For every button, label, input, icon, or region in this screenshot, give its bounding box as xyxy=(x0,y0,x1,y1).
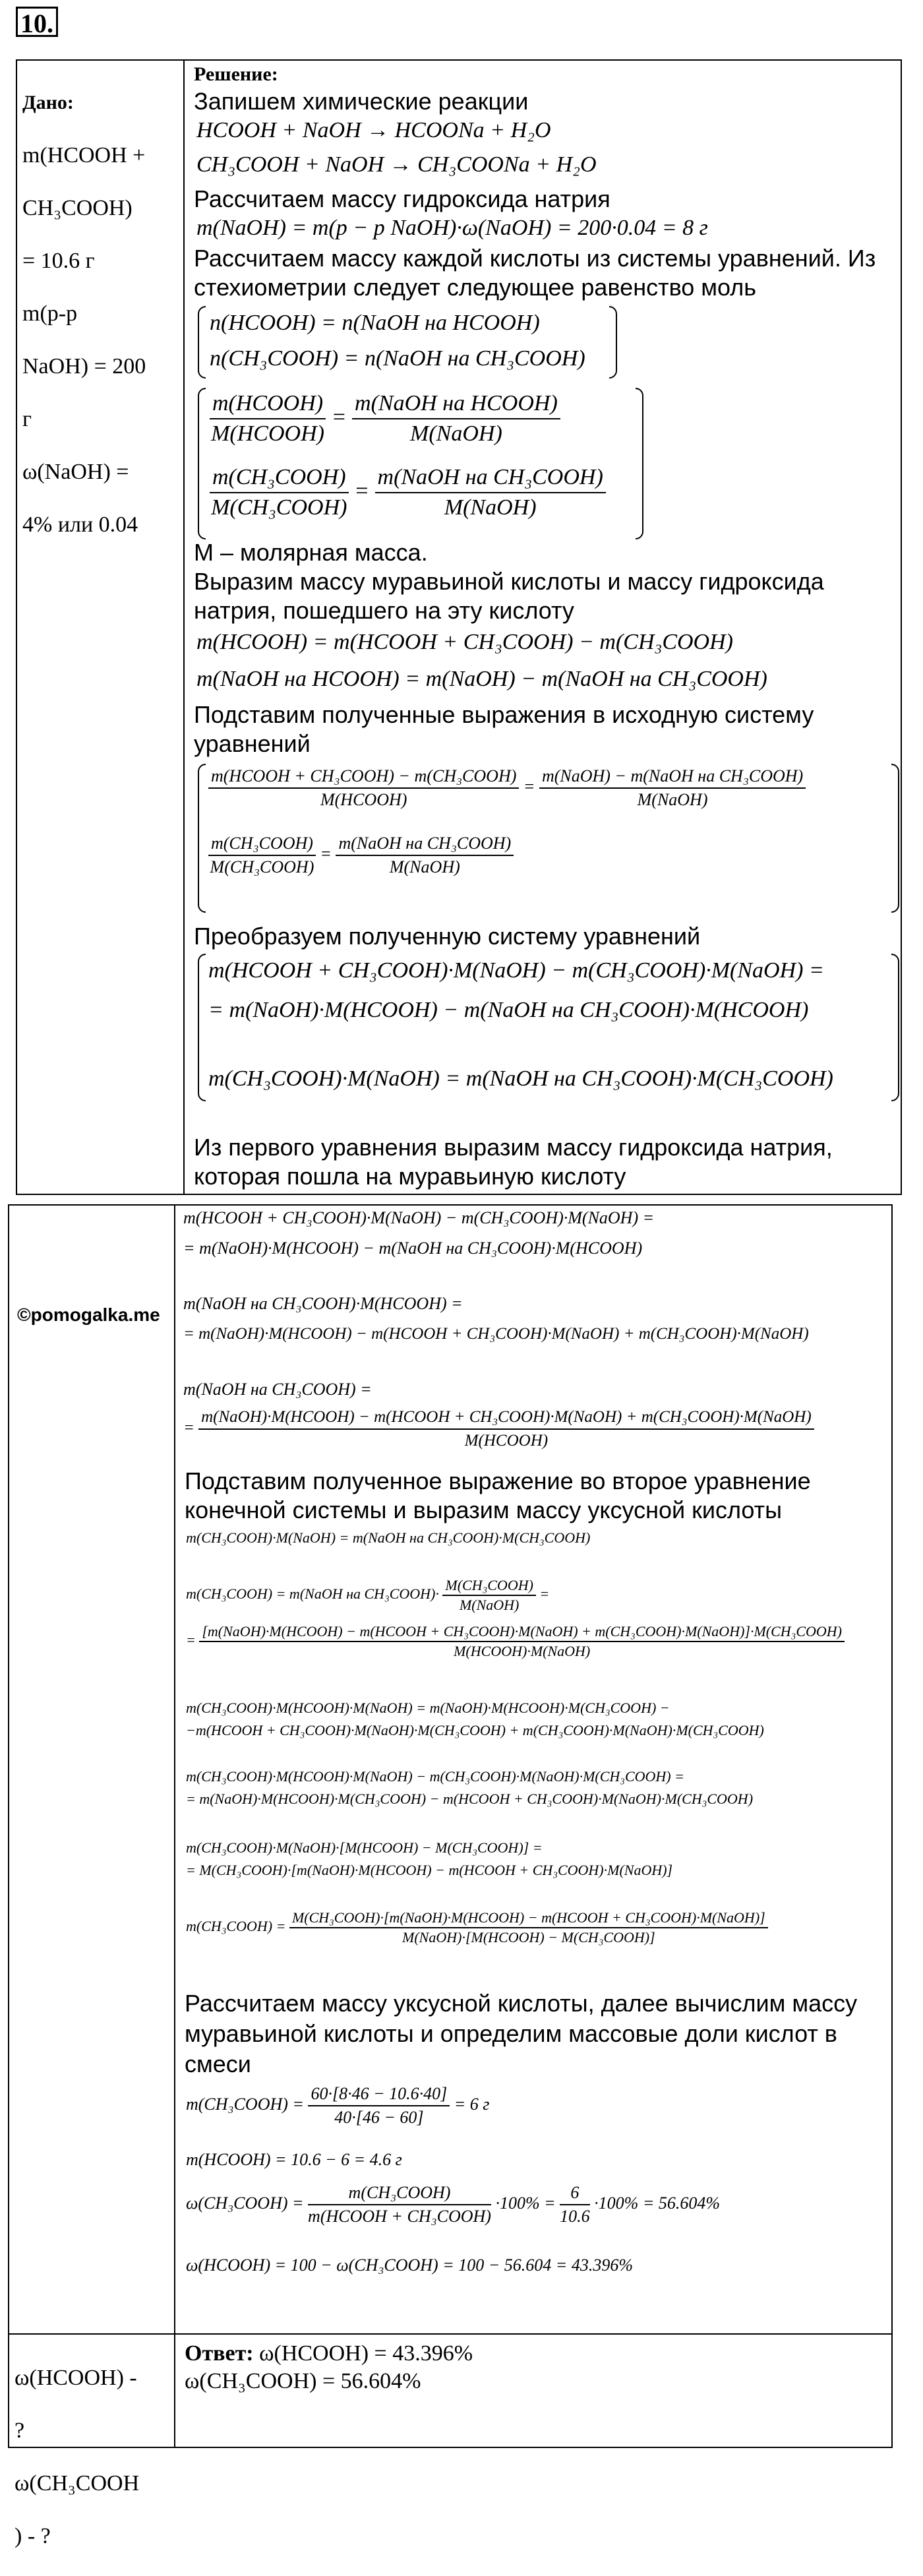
formula: m(NaOH) = m(р − р NaOH)·ω(NaOH) = 200·0.04 = 8 г xyxy=(196,216,708,240)
frac-den: M(NaOH)·[M(HCOOH) − M(CH₃COOH)] xyxy=(402,1929,655,1946)
frac-num: m(CH₃COOH) xyxy=(210,463,349,493)
solution-text: Рассчитаем массу уксусной кислоты, далее вычислим массу xyxy=(185,1990,858,2017)
table-divider xyxy=(174,1204,175,2448)
solution-text: стехиометрии следует следующее равенство моль xyxy=(194,274,757,301)
frac-den: M(HCOOH) xyxy=(211,421,324,446)
solution-heading: Решение: xyxy=(194,63,278,85)
given-heading: Дано: xyxy=(22,92,74,113)
given-line: 4% или 0.04 xyxy=(22,512,138,537)
system-brace xyxy=(636,388,643,539)
frac-num: m(NaOH) − m(NaOH на CH₃COOH) xyxy=(539,765,806,789)
system-brace xyxy=(198,764,206,913)
frac-num: m(CH₃COOH) xyxy=(208,832,316,856)
frac-num: M(CH₃COOH)·[m(NaOH)·M(HCOOH) − m(HCOOH + CH₃COOH)·M(NaOH)] xyxy=(289,1909,768,1928)
system-brace xyxy=(609,306,617,379)
frac-den: M(HCOOH)·M(NaOH) xyxy=(454,1643,591,1659)
formula: m(HCOOH + CH₃COOH)·M(NaOH) − m(CH₃COOH)·M(NaOH) = xyxy=(208,958,824,983)
frac-den: M(NaOH) xyxy=(444,495,537,520)
frac-num: m(HCOOH) xyxy=(210,389,326,419)
fraction-equation: $\frac{\text{m(HCOOH + CH₃COOH) − m(CH₃COOH)}}{\text{M(HCOOH)}}$ = $\frac{\text{m(NaOH) − m(NaOH на CH₃COOH)}}{\text{M(NaOH)}}$ xyxy=(208,765,806,811)
formula: m(NaOH на HCOOH) = m(NaOH) − m(NaOH на CH₃COOH) xyxy=(196,667,767,691)
system-brace xyxy=(891,954,899,1101)
fraction-equation: $\frac{\text{m(HCOOH)}}{\text{M(HCOOH)}}$ = $\frac{\text{m(NaOH на HCOOH)}}{\text{M(NaOH)}}$ xyxy=(210,389,560,448)
solution-text: уравнений xyxy=(194,730,311,757)
frac-num: m(CH₃COOH) xyxy=(308,2182,491,2205)
given-line: NaOH) = 200 xyxy=(22,354,146,379)
solution-text: смеси xyxy=(185,2050,251,2077)
system-brace xyxy=(198,388,206,539)
given-line: m(р-р xyxy=(22,301,78,326)
answer-label: Ответ: xyxy=(185,2341,254,2366)
solution-text: Рассчитаем массу каждой кислоты из системы уравнений. Из xyxy=(194,245,876,272)
solution-text: Из первого уравнения выразим массу гидроксида натрия, xyxy=(194,1134,833,1161)
formula: m(HCOOH) = 10.6 − 6 = 4.6 г xyxy=(186,2150,402,2169)
formula: m(HCOOH) = m(HCOOH + CH₃COOH) − m(CH₃COOH) xyxy=(196,630,733,654)
given-line: г xyxy=(22,407,32,431)
formula: m(HCOOH + CH₃COOH)·M(NaOH) − m(CH₃COOH)·M(NaOH) = xyxy=(183,1208,655,1227)
formula: −m(HCOOH + CH₃COOH)·M(NaOH)·M(CH₃COOH) + m(CH₃COOH)·M(NaOH)·M(CH₃COOH) xyxy=(186,1722,764,1738)
formula-mid: ·100% = xyxy=(495,2193,556,2213)
formula-left: m(CH₃COOH) = m(NaOH на CH₃COOH)· xyxy=(186,1585,439,1603)
fraction-equation xyxy=(186,1909,768,1947)
fraction-equation: $\frac{\text{m(CH₃COOH)}}{\text{M(CH₃COOH)}}$ = $\frac{\text{m(NaOH на CH₃COOH)}}{\text{M(NaOH)}}$ xyxy=(210,463,606,522)
formula: m(CH₃COOH)·M(HCOOH)·M(NaOH) = m(NaOH)·M(HCOOH)·M(CH₃COOH) − xyxy=(186,1700,670,1716)
solution-text: Рассчитаем массу гидроксида натрия xyxy=(194,185,610,212)
formula: m(CH₃COOH)·M(HCOOH)·M(NaOH) − m(CH₃COOH)·M(NaOH)·M(CH₃COOH) = xyxy=(186,1768,684,1785)
problem-number: 10. xyxy=(16,7,58,37)
formula-left: m(CH₃COOH) = xyxy=(186,1918,286,1935)
answer-line: ω(HCOOH) = 43.396% xyxy=(259,2341,473,2366)
solution-text: Подставим полученные выражения в исходную систему xyxy=(194,701,814,728)
solution-text: Запишем химические реакции xyxy=(194,88,529,115)
answer-block xyxy=(185,2340,473,2395)
frac-den: m(HCOOH + CH₃COOH) xyxy=(308,2207,491,2226)
find-line: ? xyxy=(15,2418,25,2443)
formula: m(CH₃COOH)·M(NaOH) = m(NaOH на CH₃COOH)·M(CH₃COOH) xyxy=(208,1066,833,1091)
system-brace xyxy=(198,954,206,1101)
fraction-equation: $\frac{\text{m(CH₃COOH)}}{\text{M(CH₃COOH)}}$ = $\frac{\text{m(NaOH на CH₃COOH)}}{\text{M(NaOH)}}$ xyxy=(208,832,514,878)
frac-num: m(NaOH)·M(HCOOH) − m(HCOOH + CH₃COOH)·M(NaOH) + m(CH₃COOH)·M(NaOH) xyxy=(198,1406,814,1430)
formula: ω(HCOOH) = 100 − ω(CH₃COOH) = 100 − 56.604 = 43.396% xyxy=(186,2255,634,2275)
find-block xyxy=(15,2339,170,2576)
solution-text: Выразим массу муравьиной кислоты и массу гидроксида xyxy=(194,568,824,595)
formula: = m(NaOH)·M(HCOOH) − m(HCOOH + CH₃COOH)·M(NaOH) + m(CH₃COOH)·M(NaOH) xyxy=(183,1325,809,1343)
formula: = M(CH₃COOH)·[m(NaOH)·M(HCOOH) − m(HCOOH + CH₃COOH)·M(NaOH)] xyxy=(186,1862,673,1878)
system-brace xyxy=(198,306,206,379)
formula-left: m(CH₃COOH) = xyxy=(186,2094,304,2114)
formula-right: ·100% = 56.604% xyxy=(594,2193,721,2213)
formula: = m(NaOH)·M(HCOOH) − m(NaOH на CH₃COOH)·M(HCOOH) xyxy=(183,1239,643,1258)
formula: n(CH₃COOH) = n(NaOH на CH₃COOH) xyxy=(210,346,585,371)
formula: = m(NaOH)·M(HCOOH)·M(CH₃COOH) − m(HCOOH + CH₃COOH)·M(NaOH)·M(CH₃COOH) xyxy=(186,1791,754,1807)
frac-num: 6 xyxy=(560,2182,590,2205)
table-divider xyxy=(183,59,185,1195)
solution-text: муравьиной кислоты и определим массовые доли кислот в xyxy=(185,2020,837,2047)
fraction-equation xyxy=(186,2182,720,2228)
solution-text: конечной системы и выразим массу уксусной кислоты xyxy=(185,1496,783,1523)
watermark: ©pomogalka.me xyxy=(17,1304,160,1325)
frac-num: m(HCOOH + CH₃COOH) − m(CH₃COOH) xyxy=(208,765,519,789)
table-row-divider xyxy=(8,2333,893,2335)
find-line: ω(CH₃COOH xyxy=(15,2471,140,2496)
frac-num: 60·[8·46 − 10.6·40] xyxy=(308,2083,450,2106)
frac-den: M(HCOOH) xyxy=(464,1432,549,1450)
solution-text: натрия, пошедшего на эту кислоту xyxy=(194,597,574,624)
frac-den: M(NaOH) xyxy=(410,421,502,446)
given-block xyxy=(22,63,181,565)
fraction-equation: m(CH₃COOH) = m(NaOH на CH₃COOH)· $\frac{\text{M(CH₃COOH)}}{\text{M(NaOH)}}$ = xyxy=(186,1577,550,1613)
frac-num: [m(NaOH)·M(HCOOH) − m(HCOOH + CH₃COOH)·M(NaOH) + m(CH₃COOH)·M(NaOH)]·M(CH₃COOH) xyxy=(199,1622,845,1642)
frac-den: 10.6 xyxy=(560,2207,590,2226)
frac-num: M(CH₃COOH) xyxy=(442,1576,536,1596)
frac-num: m(NaOH на CH₃COOH) xyxy=(336,832,514,856)
solution-text: которая пошла на муравьиную кислоту xyxy=(194,1163,626,1190)
frac-den: 40·[46 − 60] xyxy=(334,2108,424,2127)
formula-right: = 6 г xyxy=(454,2094,490,2114)
system-brace xyxy=(891,764,899,913)
fraction-equation: = [m(NaOH)·M(HCOOH) − m(HCOOH + CH₃COOH)·M(NaOH) + m(CH₃COOH)·M(NaOH)]·M(CH₃COOH) M(HCOOH)·M(NaOH) xyxy=(186,1622,845,1661)
answer-line: ω(CH₃COOH) = 56.604% xyxy=(185,2369,421,2393)
given-line: = 10.6 г xyxy=(22,249,95,273)
find-line: ω(HCOOH) - xyxy=(15,2366,137,2390)
frac-den: M(NaOH) xyxy=(637,790,708,809)
frac-den: M(NaOH) xyxy=(459,1597,520,1613)
solution-text: Преобразуем полученную систему уравнений xyxy=(194,923,701,950)
reaction-equation: HCOOH + NaOH → HCOONa + H₂O xyxy=(196,118,551,142)
given-line: CH₃COOH) xyxy=(22,196,133,220)
formula: m(CH₃COOH)·M(NaOH) = m(NaOH на CH₃COOH)·M(CH₃COOH) xyxy=(186,1529,591,1546)
given-line: m(HCOOH + xyxy=(22,143,146,168)
frac-den: M(HCOOH) xyxy=(320,790,407,809)
fraction-equation xyxy=(186,2083,489,2129)
frac-den: M(CH₃COOH) xyxy=(211,495,347,520)
frac-num: m(NaOH на HCOOH) xyxy=(352,389,560,419)
find-line: ) - ? xyxy=(15,2524,51,2548)
formula: m(CH₃COOH)·M(NaOH)·[M(HCOOH) − M(CH₃COOH)] = xyxy=(186,1839,543,1856)
solution-text: M – молярная масса. xyxy=(194,539,428,566)
reaction-equation: CH₃COOH + NaOH → CH₃COONa + H₂O xyxy=(196,152,597,177)
given-line: ω(NaOH) = xyxy=(22,460,129,484)
formula: m(NaOH на CH₃COOH)·M(HCOOH) = xyxy=(183,1294,463,1313)
frac-num: m(NaOH на CH₃COOH) xyxy=(375,463,606,493)
fraction-equation: = m(NaOH)·M(HCOOH) − m(HCOOH + CH₃COOH)·M(NaOH) + m(CH₃COOH)·M(NaOH) M(HCOOH) xyxy=(183,1406,814,1452)
solution-text: Подставим полученное выражение во второе уравнение xyxy=(185,1467,811,1494)
formula: n(HCOOH) = n(NaOH на HCOOH) xyxy=(210,311,540,335)
frac-den: M(CH₃COOH) xyxy=(210,857,314,876)
frac-den: M(NaOH) xyxy=(389,857,460,876)
formula: m(NaOH на CH₃COOH) = xyxy=(183,1380,372,1399)
formula-left: ω(CH₃COOH) = xyxy=(186,2193,304,2213)
formula: = m(NaOH)·M(HCOOH) − m(NaOH на CH₃COOH)·M(HCOOH) xyxy=(208,998,809,1022)
